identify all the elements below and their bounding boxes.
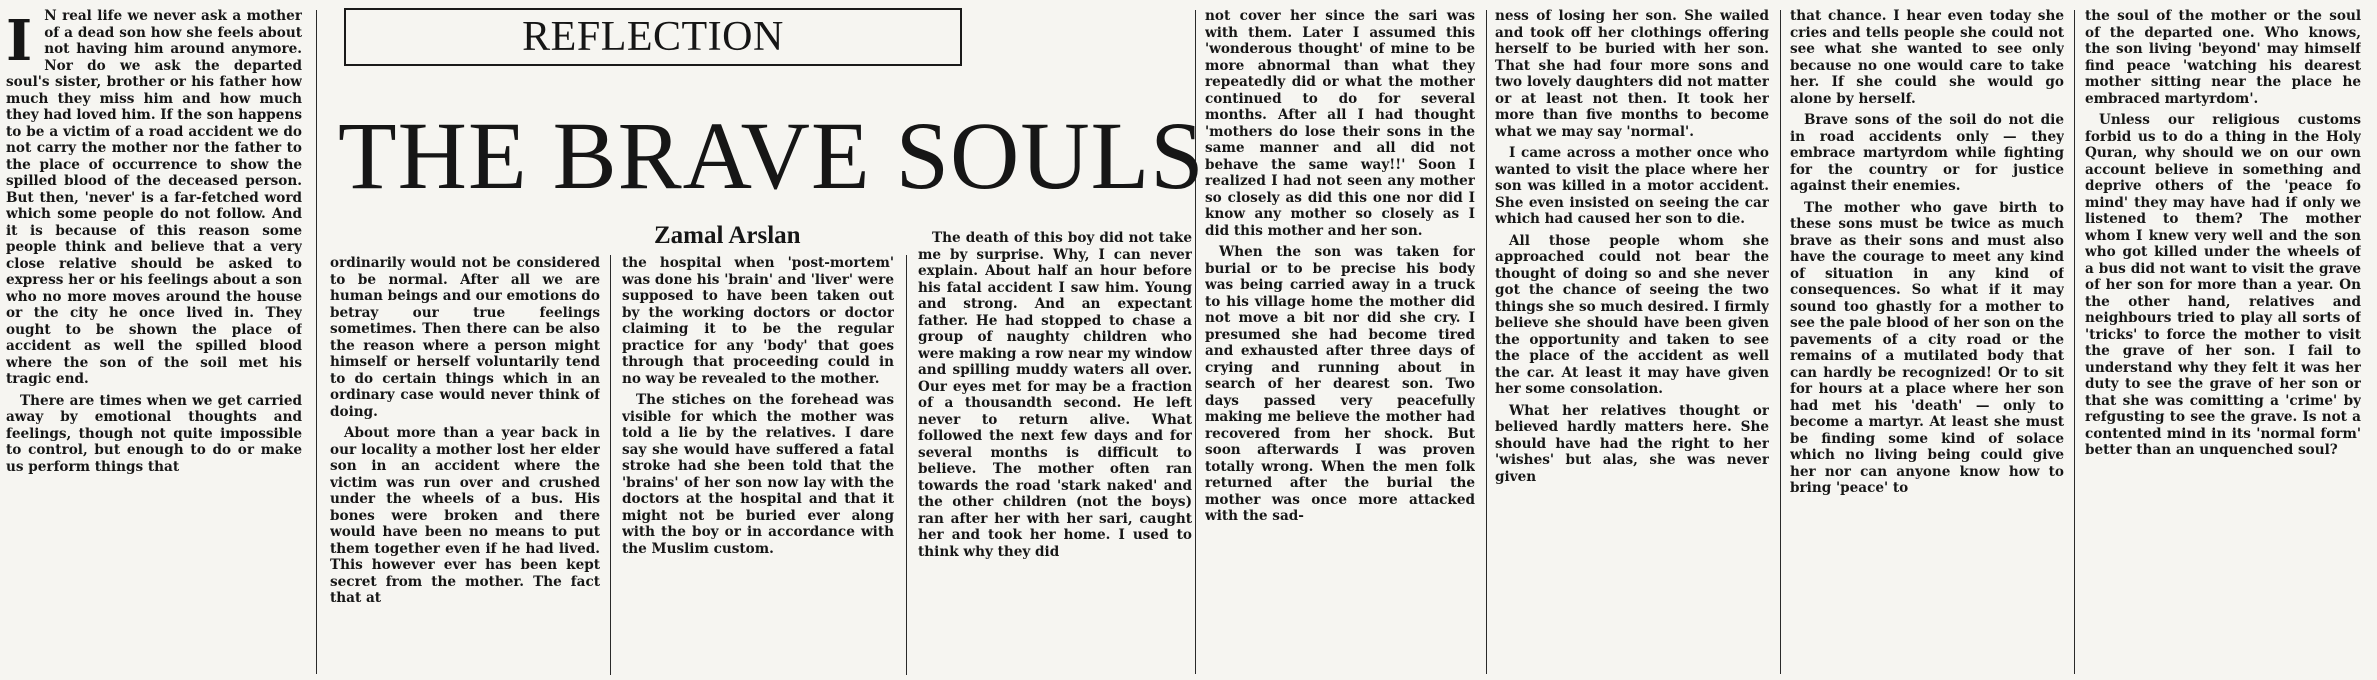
article-column-7 (1790, 8, 2064, 676)
paragraph: Brave sons of the soil do not die in road accidents only — they embrace martyrdom while fighting for the country or for justice against their enemies. (1790, 112, 2064, 194)
drop-cap: I (6, 8, 33, 74)
paragraph: Unless our religious customs forbid us to do a thing in the Holy Quran, why should we on our own account believe in something and deprive others of the 'peace fo mind' they may have had if only we listened to them? The mother whom I knew very well and the son who got killed under the wheels of a bus did not want to visit the grave of her son for more than a year. On the other hand, relatives and neighbours tried to play all sorts of 'tricks' to force the mother to visit the grave of her son. I fail to understand why they felt it was her duty to see the grave of her son or that she was comitting a 'crime' by refgusting to see the grave. Is not a contented mind in its 'normal form' better than an unquenched soul? (2085, 112, 2361, 458)
paragraph: N real life we never ask a mother of a dead son how she feels about not having him around anymore. Nor do we ask the departed soul's sister, brother or his father how much they miss him and how much they had loved him. If the son happens to be a victim of a road accident we do not carry the mother nor the father to the place of occurrence to show the spilled blood of the deceased person. But then, 'never' is a far-fetched word which some people do not follow. And it is because of this reason some people think and believe that a very close relative should be asked to express her or his feelings about a son who no more moves around the house or the city he once lived in. They ought to be shown the place of accident as well the spilled blood where the son of the soil met his tragic end. (6, 8, 302, 387)
column-rule (906, 255, 907, 675)
column-rule (316, 10, 317, 674)
article-column-6 (1495, 8, 1769, 676)
paragraph: The mother who gave birth to these sons must be twice as much brave as their sons and must also have the courage to meet any kind of situation in any kind of consequences. So what if it may sound too ghastly for a mother to see the pale blood of her son on the pavements of a city road or the remains of a mutilated body that can hardly be recognized! Or to sit for hours at a place where her son had met his 'death' — only to become a martyr. At least she must be finding some kind of solace which no living being could give her nor can anyone know how to bring 'peace' to (1790, 199, 2064, 496)
headline: THE BRAVE SOULS (338, 102, 1205, 209)
paragraph: ness of losing her son. She wailed and took off her clothings offering herself to be buried with her son. That she had four more sons and two lovely daughters did not matter or at least not then. It took her more than five months to become what we may say 'normal'. (1495, 8, 1769, 140)
article-column-8 (2085, 8, 2361, 676)
column-rule (1486, 10, 1487, 674)
paragraph: When the son was taken for burial or to be precise his body was being carried away in a truck to his village home the mother did not move a bit nor did she cry. I presumed she had become tired and exhausted after three days of crying and running about in search of her dearest son. Two days passed very peacefully making me believe the mother had recovered from her shock. But soon afterwards I was proven totally wrong. When the men folk returned after the burial the mother was once more attacked with the sad- (1205, 244, 1475, 524)
paragraph: The stiches on the forehead was visible for which the mother was told a lie by the relatives. I dare say she would have suffered a fatal stroke had she been told that the 'brains' of her son now lay with the doctors at the hospital and that it might not be buried ever along with the boy or in accordance with the Muslim custom. (622, 392, 894, 557)
article-column-1 (6, 8, 302, 676)
article-column-3 (622, 255, 894, 676)
article-column-2 (330, 255, 600, 676)
section-label: REFLECTION (344, 8, 962, 66)
column-rule (2074, 10, 2075, 674)
paragraph: The death of this boy did not take me by surprise. Why, I can never explain. About half an hour before his fatal accident I saw him. Young and strong. And an expectant father. He had stopped to chase a group of naughty children who were making a row near my window and spilling muddy waters all over. Our eyes met for may be a fraction of a thousandth second. He left never to return alive. What followed the next few days and for several months is difficult to believe. The mother often ran towards the road 'stark naked' and the other children (not the boys) ran after her with her sari, caught her and took her home. I used to think why they did (918, 230, 1192, 560)
paragraph: that chance. I hear even today she cries and tells people she could not see what she wanted to see only because no one would care to take her. If she could she would go alone by herself. (1790, 8, 2064, 107)
paragraph: About more than a year back in our locality a mother lost her elder son in an accident where the victim was run over and crushed under the wheels of a bus. His bones were broken and there would have been no means to put them together even if he had lived. This however ever has been kept secret from the mother. The fact that at (330, 425, 600, 606)
paragraph: not cover her since the sari was with them. Later I assumed this 'wonderous thought' of mine to be more abnormal than what they repeatedly did or what the mother continued to do for several months. After all I had thought 'mothers do lose their sons in the same manner and all did not behave the same way!!' Soon I realized I had not seen any mother so closely as did this one nor did I know any mother so closely as I did this mother and her son. (1205, 8, 1475, 239)
column-rule (1780, 10, 1781, 674)
paragraph: There are times when we get carried away by emotional thoughts and feelings, though not quite impossible to control, but enough to do or make us perform things that (6, 392, 302, 475)
paragraph: ordinarily would not be considered to be normal. After all we are human beings and our emotions do betray our true feelings sometimes. Then there can be also the reason where a person might himself or herself voluntarily tend to do certain things which in an ordinary case would never think of doing. (330, 255, 600, 420)
paragraph: What her relatives thought or believed hardly matters here. She should have had the right to her 'wishes' but alas, she was never given (1495, 402, 1769, 485)
paragraph: All those people whom she approached could not bear the thought of doing so and she never got the chance of seeing the two things she so much desired. I firmly believe she should have been given the opportunity and taken to see the place of the accident as well the car. At least it may have given her some consolation. (1495, 232, 1769, 397)
column-rule (610, 255, 611, 675)
paragraph: the hospital when 'post-mortem' was done his 'brain' and 'liver' were supposed to have been taken out by the working doctors or doctor claiming it to be the regular practice for any 'body' that goes through that proceeding could in no way be revealed to the mother. (622, 255, 894, 387)
article-column-4 (918, 230, 1192, 676)
paragraph: the soul of the mother or the soul of the departed one. Who knows, the son living 'beyond' may himself find peace 'watching his dearest mother sitting near the place he embraced martyrdom'. (2085, 8, 2361, 107)
headline-block (332, 8, 1205, 260)
byline: Zamal Arslan (654, 222, 801, 249)
article-column-5 (1205, 8, 1475, 676)
paragraph: I came across a mother once who wanted to visit the place where her son was killed in a motor accident. She even insisted on seeing the car which had caused her son to die. (1495, 145, 1769, 227)
